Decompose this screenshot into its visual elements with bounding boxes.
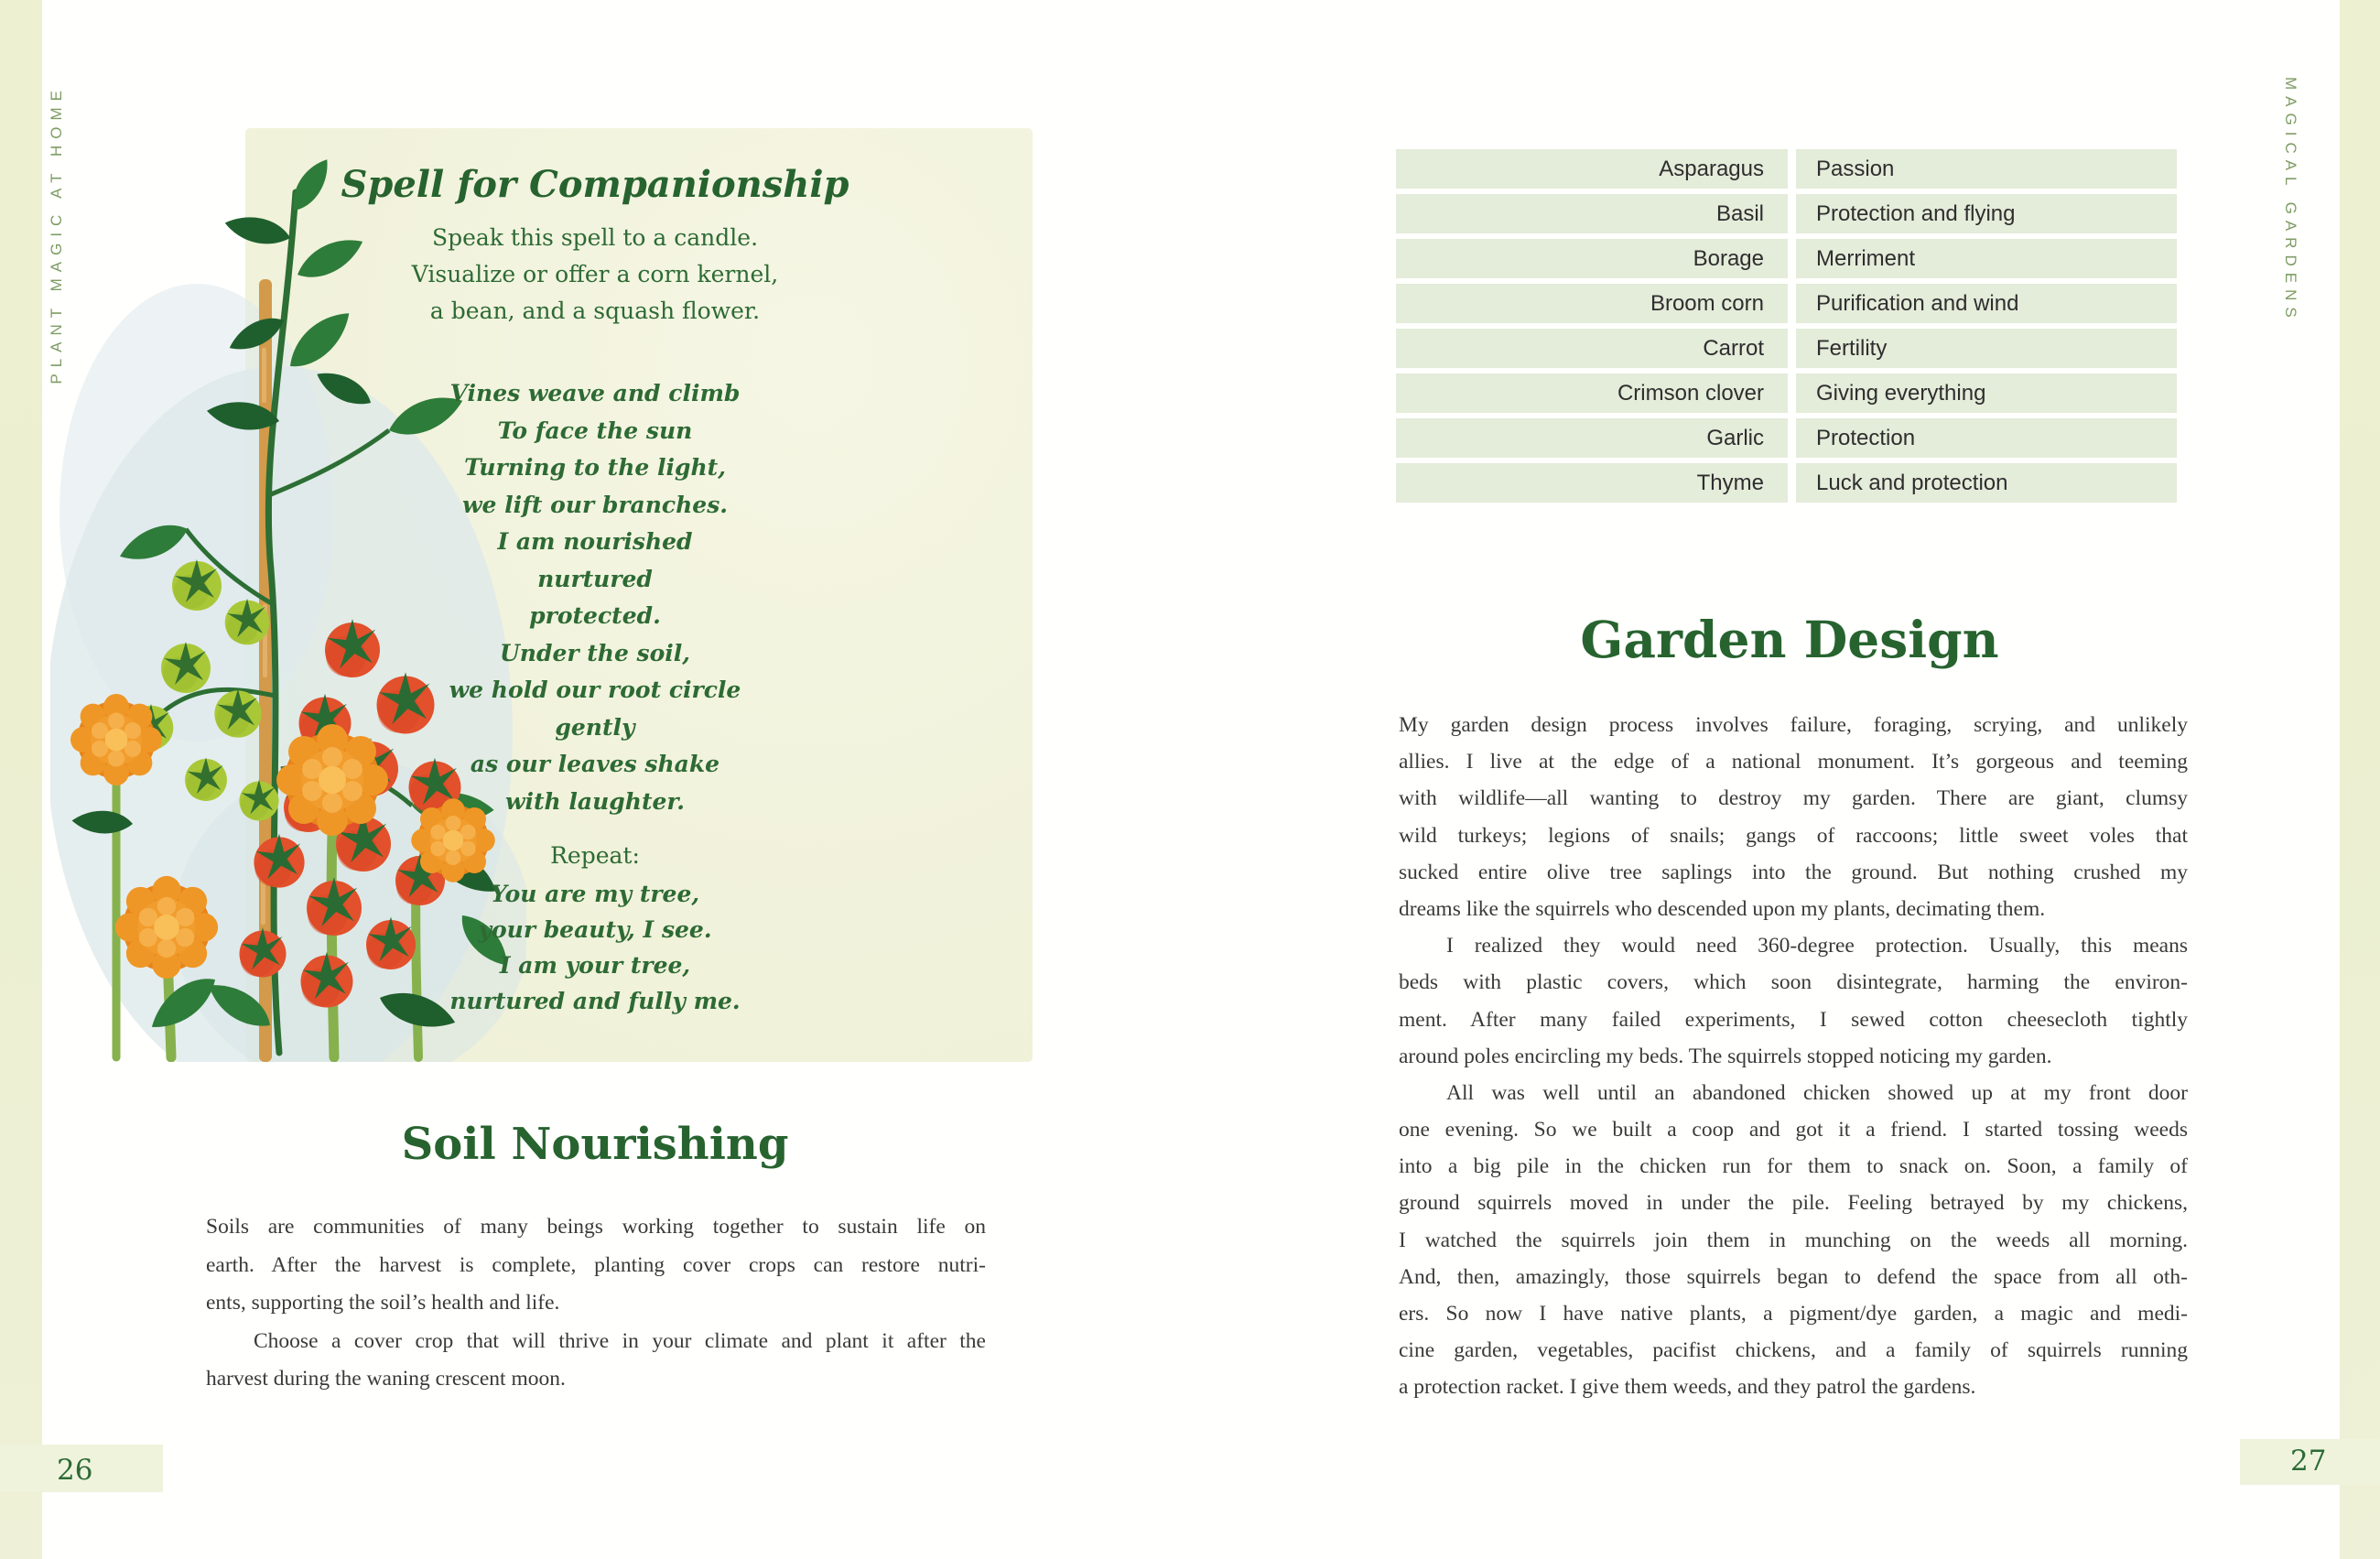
spell-verse-1 [275, 375, 915, 820]
body-line: harvest during the waning crescent moon. [206, 1367, 566, 1391]
page-number-left: 26 [57, 1454, 93, 1487]
meaning-cell: Fertility [1796, 329, 2177, 368]
plant-cell: Broom corn [1396, 284, 1788, 323]
meaning-cell: Protection [1796, 418, 2177, 458]
body-line: ents, supporting the soil’s health and life. [206, 1291, 560, 1315]
body-line: with wildlife—all wanting to destroy my garden. There are giant, clumsy [1399, 786, 2188, 811]
verse-line: nurtured [537, 565, 653, 592]
body-line: ment. After many failed experiments, I sewed cotton cheesecloth tightly [1399, 1007, 2188, 1032]
table-row [1396, 418, 2177, 458]
spell-intro-line: Visualize or offer a corn kernel, [411, 261, 779, 287]
body-line: dreams like the squirrels who descended upon my plants, decimating them. [1399, 896, 2046, 921]
plant-cell: Crimson clover [1396, 374, 1788, 413]
plant-cell: Basil [1396, 194, 1788, 233]
running-head-right: MAGICAL GARDENS [2282, 77, 2299, 324]
spell-intro-line: a bean, and a squash flower. [429, 298, 761, 324]
meaning-cell: Passion [1796, 149, 2177, 189]
body-line: And, then, amazingly, those squirrels began to defend the space from all oth- [1399, 1264, 2188, 1289]
body-line: My garden design process involves failure, foraging, scrying, and unlikely [1399, 713, 2188, 737]
verse-line: I am nourished [497, 528, 693, 555]
right-edge-strip [2340, 0, 2380, 1559]
verse-line: Vines weave and climb [449, 380, 741, 406]
table-row [1396, 329, 2177, 368]
soil-body-text [206, 1208, 986, 1399]
body-line: ers. So now I have native plants, a pigment/dye garden, a magic and medi- [1399, 1302, 2188, 1326]
verse-line: nurtured and fully me. [449, 988, 741, 1014]
garden-design-heading: Garden Design [1580, 610, 1999, 669]
body-line: I watched the squirrels join them in munching on the weeds all morning. [1399, 1228, 2188, 1252]
verse-line: To face the sun [497, 417, 693, 444]
table-row [1396, 374, 2177, 413]
plant-cell: Borage [1396, 239, 1788, 278]
meaning-cell: Giving everything [1796, 374, 2177, 413]
table-row [1396, 284, 2177, 323]
body-line: into a big pile in the chicken run for them to snack on. Soon, a family of [1399, 1154, 2188, 1179]
body-line: beds with plastic covers, which soon disintegrate, harming the environ- [1399, 970, 2188, 995]
table-row [1396, 194, 2177, 233]
body-line: sucked entire olive tree saplings into the ground. But nothing crushed my [1399, 860, 2188, 884]
table-row [1396, 239, 2177, 278]
garden-body-text [1399, 707, 2188, 1406]
plant-meaning-table [1396, 149, 2177, 503]
body-line: ground squirrels moved in under the pile. Feeling betrayed by my chickens, [1399, 1191, 2188, 1216]
verse-line: as our leaves shake [470, 751, 720, 777]
body-line: wild turkeys; legions of snails; gangs of raccoons; little sweet voles that [1399, 823, 2188, 848]
verse-line: your beauty, I see. [478, 916, 712, 943]
left-edge-strip [0, 0, 42, 1559]
repeat-label: Repeat: [550, 842, 640, 869]
plant-cell: Carrot [1396, 329, 1788, 368]
body-line: earth. After the harvest is complete, planting cover crops can restore nutri- [206, 1252, 986, 1277]
verse-line: gently [555, 713, 635, 741]
spell-intro [275, 220, 915, 330]
body-line: All was well until an abandoned chicken showed up at my front door [1446, 1080, 2188, 1105]
plant-cell: Garlic [1396, 418, 1788, 458]
soil-nourishing-heading: Soil Nourishing [401, 1119, 789, 1170]
body-line: cine garden, vegetables, pacifist chickens, and a family of squirrels running [1399, 1338, 2188, 1363]
meaning-cell: Purification and wind [1796, 284, 2177, 323]
body-line: allies. I live at the edge of a national monument. It’s gorgeous and teeming [1399, 750, 2188, 774]
spell-verse-2 [275, 876, 915, 1019]
table-row [1396, 463, 2177, 503]
verse-line: You are my tree, [490, 881, 700, 907]
body-line: one evening. So we built a coop and got it a friend. I started tossing weeds [1399, 1118, 2188, 1142]
table-row [1396, 149, 2177, 189]
body-line: around poles encircling my beds. The squirrels stopped noticing my garden. [1399, 1044, 2052, 1068]
meaning-cell: Merriment [1796, 239, 2177, 278]
verse-line: protected. [529, 602, 661, 629]
verse-line: with laughter. [504, 787, 685, 815]
verse-line: Under the soil, [499, 639, 691, 666]
meaning-cell: Protection and flying [1796, 194, 2177, 233]
body-line: a protection racket. I give them weeds, and they patrol the gardens. [1399, 1375, 1976, 1400]
plant-cell: Thyme [1396, 463, 1788, 503]
plant-cell: Asparagus [1396, 149, 1788, 189]
body-line: I realized they would need 360-degree protection. Usually, this means [1446, 934, 2188, 958]
page-number-right: 27 [2290, 1445, 2327, 1478]
body-line: Soils are communities of many beings working together to sustain life on [206, 1215, 986, 1239]
verse-line: I am your tree, [499, 952, 691, 979]
meaning-cell: Luck and protection [1796, 463, 2177, 503]
spell-title: Spell for Companionship [341, 163, 849, 206]
running-head-left: PLANT MAGIC AT HOME [48, 84, 65, 384]
spell-intro-line: Speak this spell to a candle. [431, 224, 759, 251]
verse-line: Turning to the light, [464, 454, 726, 481]
body-line: Choose a cover crop that will thrive in your climate and plant it after the [254, 1328, 986, 1353]
verse-line: we lift our branches. [462, 491, 728, 518]
verse-line: we hold our root circle [449, 677, 741, 703]
